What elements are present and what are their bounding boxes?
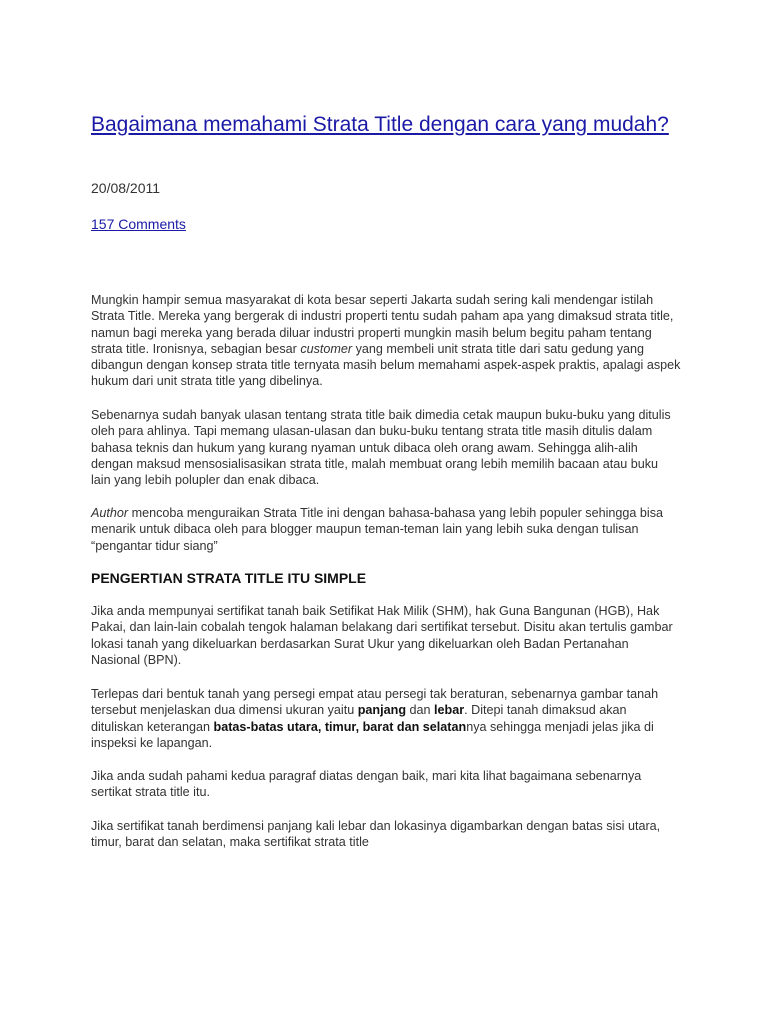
emphasis-text: customer	[300, 341, 353, 356]
emphasis-text: Author	[91, 506, 129, 520]
paragraph-text: Terlepas dari bentuk tanah yang persegi empat atau persegi tak beraturan, sebenarnya gambar tanah tersebut menjelaskan dua dimensi ukuran yaitu	[91, 687, 659, 718]
bold-term: batas-batas utara, timur, barat dan selatan	[213, 719, 467, 734]
paragraph-transition: Jika anda sudah pahami kedua paragraf diatas dengan baik, mari kita lihat bagaimana sebenarnya sertikat strata title itu.	[91, 769, 642, 800]
paragraph-text: yang membeli unit strata title dari satu gedung yang dibangun dengan konsep strata title ternyata masih belum memahami aspek-aspek praktis, apalagi aspek hukum dari unit strata title yang dibelinya.	[91, 341, 681, 389]
paragraph-strata-certificate: Jika sertifikat tanah berdimensi panjang kali lebar dan lokasinya digambarkan dengan batas sisi utara, timur, barat dan selatan, maka sertifikat strata title	[91, 819, 661, 850]
paragraph-certificate: Jika anda mempunyai sertifikat tanah baik Setifikat Hak Milik (SHM), hak Guna Bangunan (HGB), Hak Pakai, dan lain-lain cobalah tengok halaman belakang dari sertifikat tersebut. Disitu akan tertulis gambar lokasi tanah yang dikeluarkan berdasarkan Surat Ukur yang dikeluarkan oleh Badan Pertanahan Nasional (BPN).	[91, 604, 673, 667]
paragraph-author	[91, 505, 681, 554]
paragraph-intro	[91, 292, 681, 390]
paragraph-reviews: Sebenarnya sudah banyak ulasan tentang strata title baik dimedia cetak maupun buku-buku yang ditulis oleh para ahlinya. Tapi memang ulasan-ulasan dan buku-buku tentang strata title masih ditulis dalam bahasa teknis dan hukum yang kurang nyaman untuk dibaca oleh orang awam. Sehingga alih-alih dengan maksud mensosialisasikan strata title, malah membuat orang lebih memilih bacaan atau buku lain yang lebih polupler dan enak dibaca.	[91, 408, 671, 488]
paragraph-text: Mungkin hampir semua masyarakat di kota besar seperti Jakarta sudah sering kali mendengar istilah Strata Title. Mereka yang bergerak di industri properti tentu sudah paham apa yang dimaksud strata title, namun bagi mereka yang berada diluar industri properti mungkin masih belum begitu paham tentang strata title. Ironisnya, sebagian besar	[91, 293, 674, 356]
paragraph-text: nya sehingga menjadi jelas jika di inspeksi ke lapangan.	[91, 719, 654, 750]
paragraph-text: dan	[406, 703, 435, 718]
comments-link[interactable]: 157 Comments	[91, 216, 186, 232]
bold-term: panjang	[357, 703, 407, 718]
section-heading: PENGERTIAN STRATA TITLE ITU SIMPLE	[91, 570, 367, 586]
post-date: 20/08/2011	[91, 180, 161, 196]
paragraph-text: . Ditepi tanah dimaksud akan dituliskan keterangan	[91, 703, 627, 734]
paragraph-dimensions	[91, 686, 681, 751]
article-title-link[interactable]: Bagaimana memahami Strata Title dengan cara yang mudah?	[91, 113, 669, 136]
bold-term: lebar	[434, 703, 465, 718]
paragraph-text: mencoba menguraikan Strata Title ini dengan bahasa-bahasa yang lebih populer sehingga bisa menarik untuk dibaca oleh para blogger maupun teman-teman lain yang lebih suka dengan tulisan “pengantar tidur siang”	[91, 506, 664, 553]
